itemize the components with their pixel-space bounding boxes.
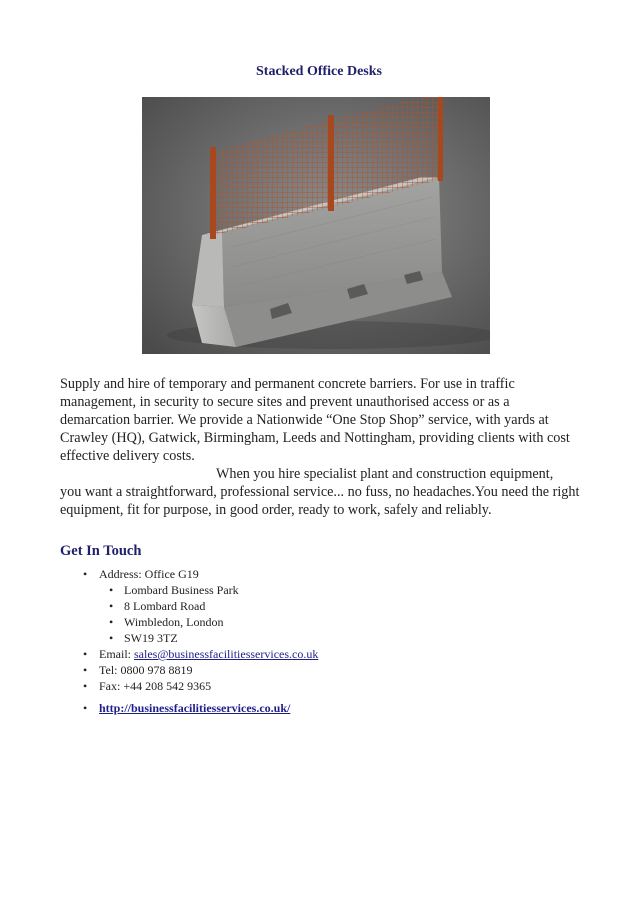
website-item — [72, 700, 318, 716]
email-item — [72, 646, 318, 662]
page-title: Stacked Office Desks — [256, 64, 382, 79]
intro-paragraph: Supply and hire of temporary and permanent concrete barriers. For use in traffic management, in security to secure sites and prevent unauthorised access or as a demarcation barrier. We provide a Nationwide “One Stop Shop” service, with yards at Crawley (HQ), Gatwick, Birmingham, Leeds and Nottingham, providing clients with cost effective delivery costs. — [60, 376, 570, 464]
phone-item: • Tel: 0800 978 8819 — [72, 662, 318, 678]
email-link[interactable]: sales@businessfacilitiesservices.co.uk — [134, 647, 319, 661]
intro-paragraph-2: you want a straightforward, professional service... no fuss, no headaches.You need the right equipment, fit for purpose, in good order, ready to work, safely and reliably. — [60, 484, 580, 518]
address-item — [72, 566, 318, 646]
address-line: • Wimbledon, London — [99, 614, 318, 630]
concrete-barrier-image — [142, 97, 490, 354]
address-line: • SW19 3TZ — [99, 630, 318, 646]
address-label: Address: Office G19 — [99, 567, 199, 581]
address-line: • 8 Lombard Road — [99, 598, 318, 614]
address-lines — [99, 582, 318, 646]
intro-paragraph-2-first-line: When you hire specialist plant and construction equipment, — [216, 466, 554, 482]
email-label: Email: — [99, 647, 134, 661]
get-in-touch-heading: Get In Touch — [60, 543, 142, 559]
intro-text — [60, 375, 580, 519]
website-link[interactable]: http://businessfacilitiesservices.co.uk/ — [99, 701, 291, 715]
address-line: • Lombard Business Park — [99, 582, 318, 598]
fax-item: • Fax: +44 208 542 9365 — [72, 678, 318, 694]
contact-list — [72, 566, 318, 716]
